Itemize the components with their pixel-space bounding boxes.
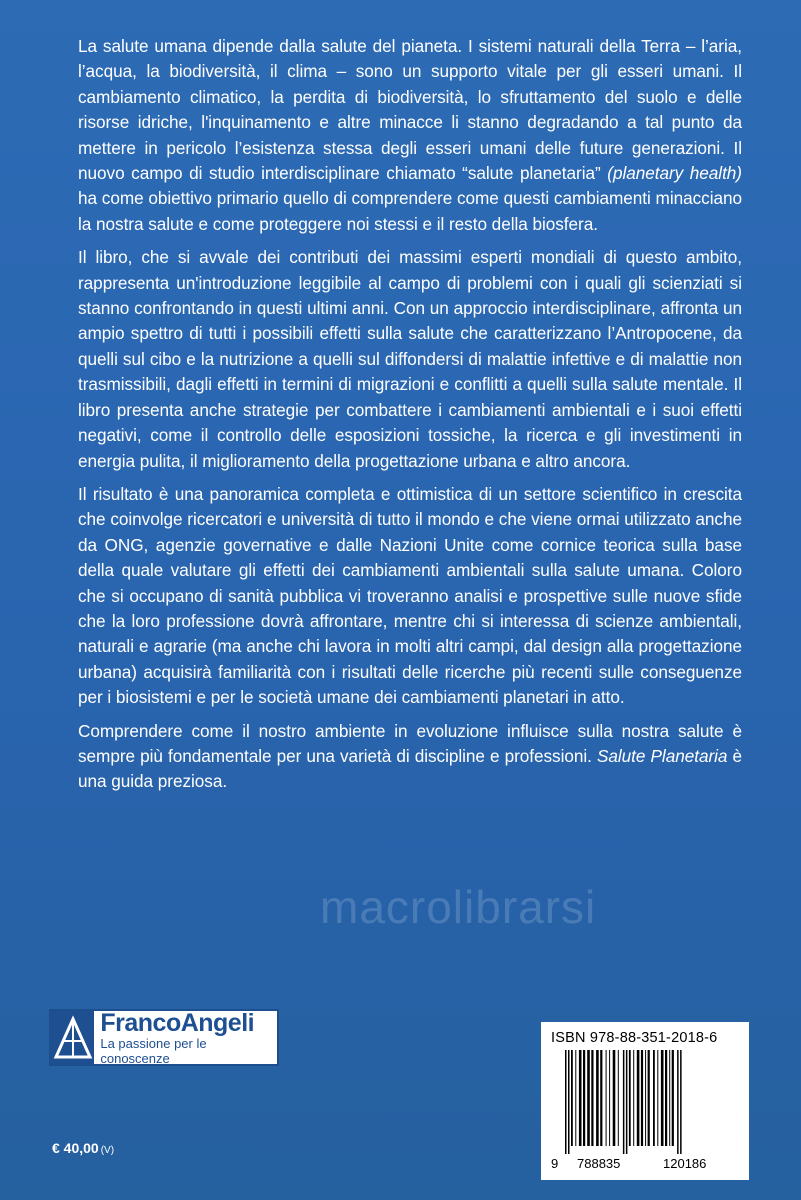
barcode-bar — [645, 1050, 646, 1146]
publisher-logo — [49, 1009, 279, 1066]
publisher-tagline: La passione per le conoscenze — [100, 1035, 207, 1066]
watermark: macrolibrarsi — [320, 881, 597, 933]
barcode-bar — [637, 1050, 640, 1146]
paragraph-2: Il libro, che si avvale dei contributi dei massimi esperti mondiali di questo ambito, rappresenta un'introduzione leggibile al campo di problemi con i quali gli scienziati si stanno confrontando in questi ultimi anni. Con un approccio interdisciplinare, affronta un ampio spettro di tutti i possibili effetti sulla salute che caratterizzano l’Antropocene, da quelli sul cibo e la nutrizione a quelli sul diffondersi di malattie infettive e di malattie non trasmissibili, dagli effetti in termini di migrazioni e conflitti a quelli sulla salute mentale. Il libro presenta anche strategie per combattere i cambiamenti ambientali e i suoi effetti negativi, come il controllo delle esposizioni tossiche, la ricerca e gli investimenti in energia pulita, il miglioramento della progettazione urbana e altro ancora. — [78, 247, 742, 471]
price-amount: € 40,00 — [52, 1140, 99, 1156]
barcode-bar — [618, 1050, 619, 1146]
italic-term: (planetary health) — [607, 163, 742, 184]
barcode-bar — [596, 1050, 599, 1146]
barcode-bar — [672, 1050, 674, 1146]
barcode-bar — [568, 1050, 570, 1154]
barcode-digits — [551, 1156, 739, 1174]
barcode-bars — [551, 1050, 739, 1156]
barcode-bar — [609, 1050, 610, 1146]
barcode-bar — [606, 1050, 607, 1146]
barcode-bar — [633, 1050, 634, 1146]
barcode-bar — [571, 1050, 573, 1146]
price-vat: (V) — [100, 1145, 115, 1156]
barcode-bar — [653, 1050, 655, 1146]
barcode-bar — [641, 1050, 643, 1146]
barcode-digits-right: 120186 — [663, 1156, 707, 1171]
barcode-bar — [677, 1050, 679, 1154]
blurb-text — [78, 34, 742, 803]
barcode-box — [541, 1022, 749, 1180]
barcode-bar — [575, 1050, 576, 1146]
paragraph-3: Il risultato è una panoramica completa e ottimistica di un settore scientifico in crescita che coinvolge ricercatori e università di tutto il mondo e che viene ormai utilizzato anche da ONG, agenzie governative e dalle Nazioni Unite come cornice teorica sulla base della quale valutare gli effetti dei cambiamenti ambientali sulla salute umana. Coloro che si occupano di sanità pubblica vi troveranno analisi e prospettive sulle nuove sfide che la loro professione dovrà affrontare, mentre chi si interessa di scienze ambientali, naturali e agrarie (ma anche chi lavora in molti altri campi, dal design alla progettazione urbana) acquisirà familiarità con i risultati delle ricerche più recenti sulle conseguenze per i biosistemi e per le società umane dei cambiamenti planetari in atto. — [78, 483, 742, 708]
barcode-bar — [657, 1050, 658, 1146]
barcode-bar — [600, 1050, 602, 1146]
barcode-bar — [613, 1050, 616, 1146]
publisher-name: FrancoAngeli — [100, 1008, 255, 1037]
barcode-digits-left: 788835 — [577, 1156, 621, 1171]
barcode-bar — [623, 1050, 625, 1154]
barcode-bar — [591, 1050, 593, 1146]
barcode-bar — [648, 1050, 650, 1146]
barcode-bar — [587, 1050, 590, 1146]
barcode-bar — [665, 1050, 667, 1146]
barcode-bar — [669, 1050, 670, 1146]
barcode-bar — [579, 1050, 582, 1146]
paragraph-4: Comprendere come il nostro ambiente in evoluzione influisce sulla nostra salute è sempre più fondamentale per una varietà di discipline e professioni. Salute Planetaria è una guida preziosa. — [78, 720, 743, 792]
barcode-bar — [661, 1050, 664, 1146]
barcode-bar — [565, 1050, 567, 1154]
barcode-digit-first: 9 — [551, 1156, 559, 1171]
barcode-bar — [626, 1050, 628, 1154]
price — [52, 1140, 114, 1156]
isbn-label: ISBN 978-88-351-2018-6 — [551, 1030, 718, 1046]
publisher-mark-icon — [51, 1011, 94, 1064]
barcode-bar — [680, 1050, 682, 1154]
barcode-bar — [629, 1050, 631, 1146]
barcode-bar — [583, 1050, 585, 1146]
book-title: Salute Planetaria — [596, 745, 728, 766]
paragraph-1: La salute umana dipende dalla salute del pianeta. I sistemi naturali della Terra – l’aria, l’acqua, la biodiversità, il clima – sono un supporto vitale per gli esseri umani. Il cambiamento climatico, la perdita di biodiversità, lo sfruttamento del suolo e delle risorse idriche, l'inquinamento e altre minacce li stanno degradando a tal punto da mettere in pericolo l’esistenza stessa degli esseri umani delle future generazioni. Il nuovo campo di studio interdisciplinare chiamato “salute planetaria” (planetary health) ha come obiettivo primario quello di comprendere come questi cambiamenti minacciano la nostra salute e come proteggere noi stessi e il resto della biosfera. — [78, 36, 742, 234]
